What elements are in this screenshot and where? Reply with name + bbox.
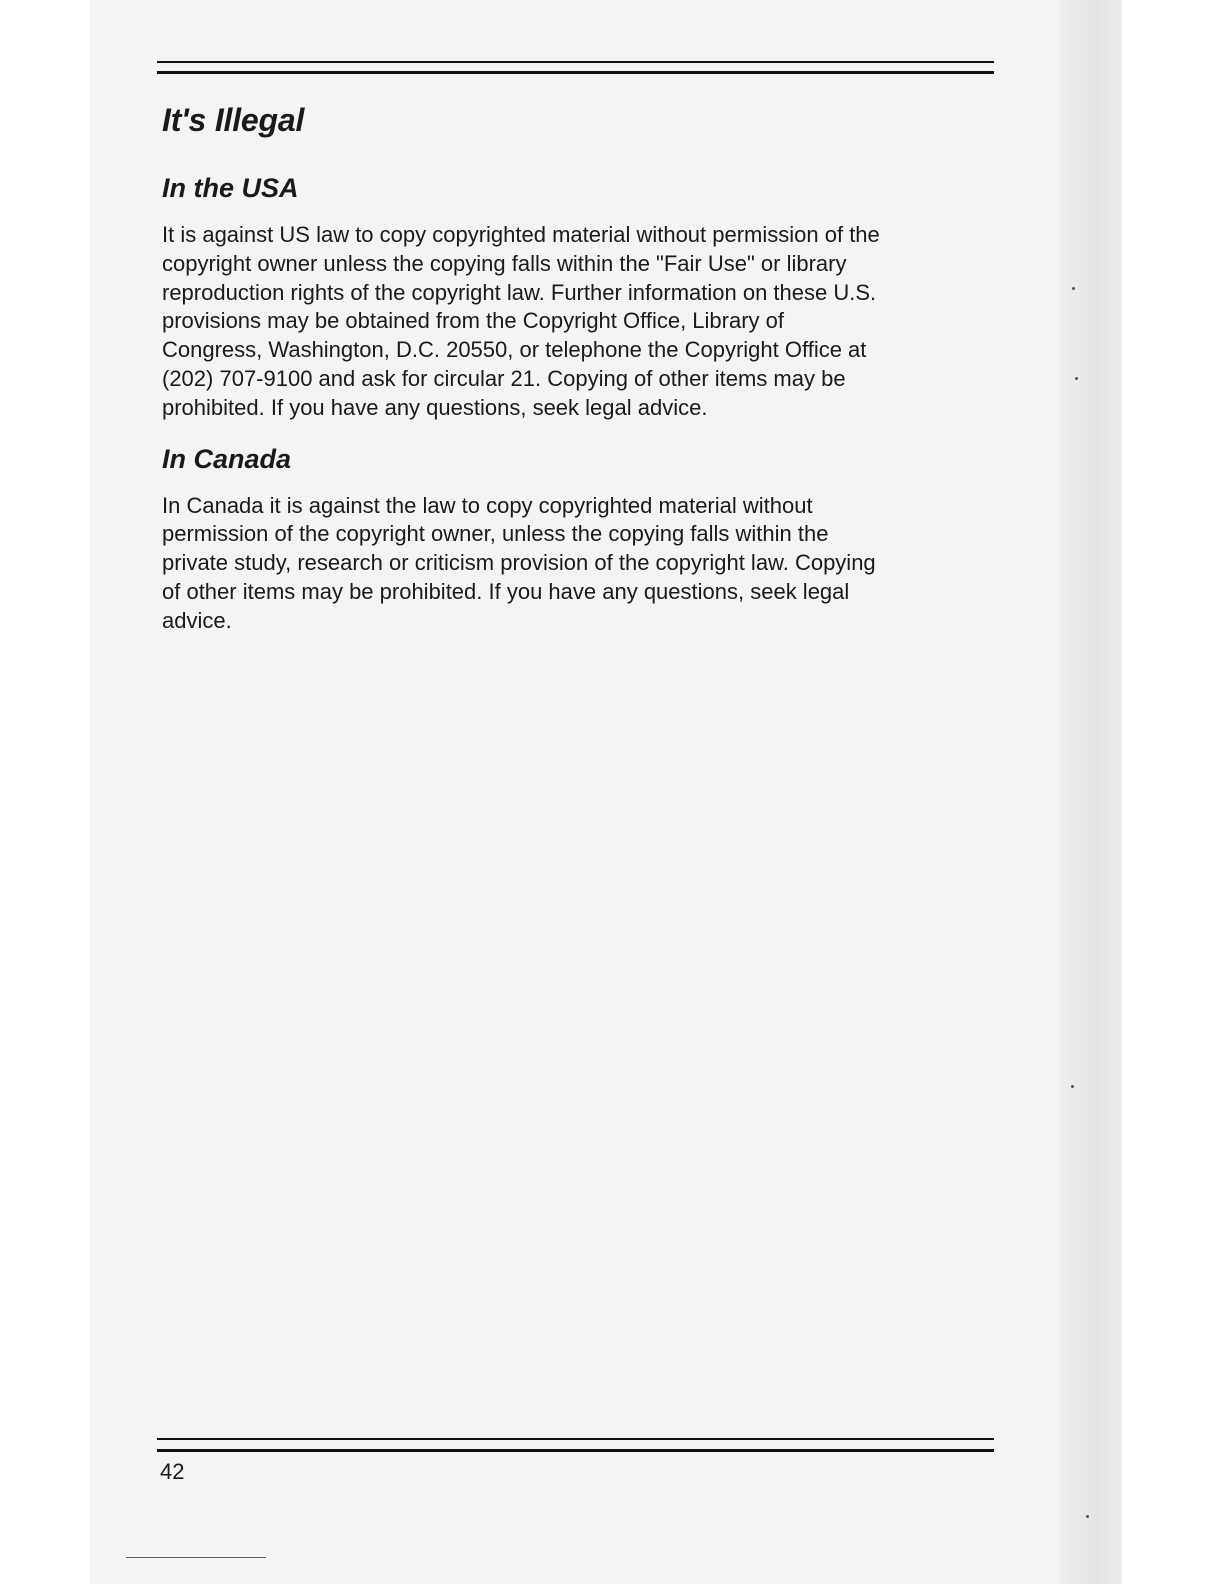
- text-line: advice.: [162, 607, 232, 633]
- text-line: Congress, Washington, D.C. 20550, or telephone the Copyright Office at: [162, 337, 867, 363]
- scan-speck: [1071, 1085, 1074, 1088]
- page-number: 42: [160, 1459, 185, 1484]
- text-line: (202) 707-9100 and ask for circular 21. Copying of other items may be: [162, 365, 846, 391]
- scan-speck: [1086, 1515, 1089, 1518]
- paragraph-usa: [162, 221, 1002, 423]
- text-line: provisions may be obtained from the Copyright Office, Library of: [162, 308, 785, 334]
- scan-speck: [1072, 287, 1075, 290]
- page-content: [162, 98, 1002, 636]
- text-line: permission of the copyright owner, unless the copying falls within the: [162, 521, 829, 547]
- page-shadow-edge: [1060, 0, 1122, 1584]
- page-title: It's Illegal: [162, 102, 305, 138]
- text-line: It is against US law to copy copyrighted material without permission of the: [162, 222, 880, 247]
- text-line: of other items may be prohibited. If you have any questions, seek legal: [162, 578, 850, 604]
- text-line: copyright owner unless the copying falls within the "Fair Use" or library: [162, 250, 847, 276]
- paragraph-canada: [162, 492, 1002, 636]
- scan-speck: [1075, 377, 1078, 380]
- text-line: reproduction rights of the copyright law. Further information on these U.S.: [162, 279, 877, 305]
- header-rule-thin: [157, 61, 994, 63]
- header-rule-thick: [157, 71, 994, 74]
- text-line: prohibited. If you have any questions, seek legal advice.: [162, 394, 708, 420]
- footer-rule-thick: [157, 1449, 994, 1452]
- text-line: private study, research or criticism provision of the copyright law. Copying: [162, 550, 876, 576]
- section-heading-usa: In the USA: [162, 173, 299, 203]
- footer-rule-thin: [157, 1438, 994, 1440]
- footer-underline: [126, 1557, 266, 1558]
- text-line: In Canada it is against the law to copy copyrighted material without: [162, 492, 813, 518]
- section-heading-canada: In Canada: [162, 443, 292, 474]
